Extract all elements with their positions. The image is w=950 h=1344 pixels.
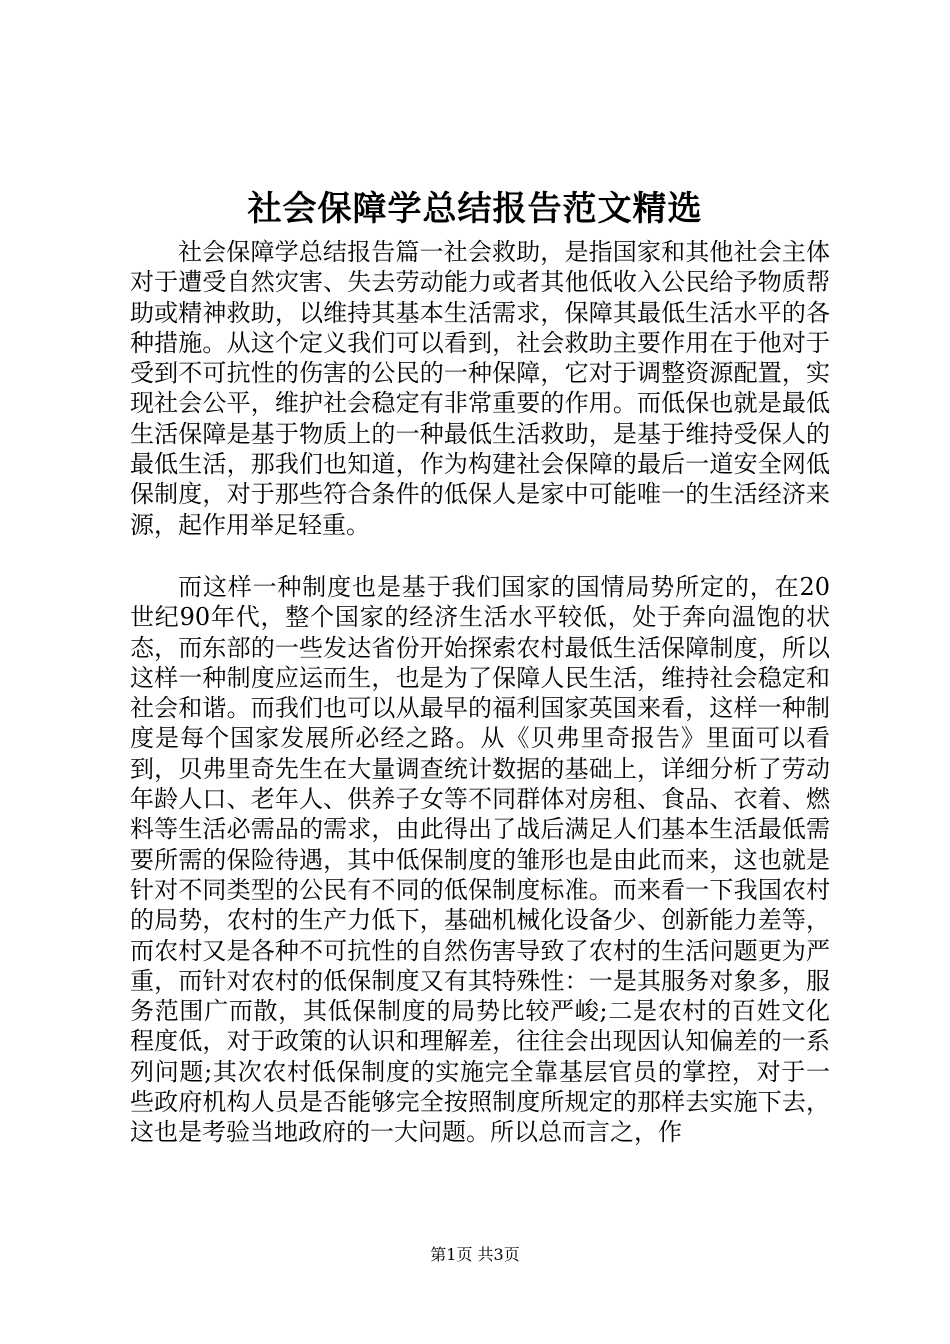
page-number-footer: 第1页 共3页 xyxy=(430,1245,520,1264)
document-title: 社会保障学总结报告范文精选 xyxy=(247,189,703,229)
body-paragraph-2: 而这样一种制度也是基于我们国家的国情局势所定的，在20世纪90年代，整个国家的经济生活水平较低，处于奔向温饱的状态，而东部的一些发达省份开始探索农村最低生活保障制度，所以这样一种制度应运而生，也是为了保障人民生活，维持社会稳定和社会和谐。而我们也可以从最早的福利国家英国来看，这样一种制度是每个国家发展所必经之路。从《贝弗里奇报告》里面可以看到，贝弗里奇先生在大量调查统计数据的基础上，详细分析了劳动年龄人口、老年人、供养子女等不同群体对房租、食品、衣着、燃料等生活必需品的需求，由此得出了战后满足人们基本生活最低需要所需的保险待遇，其中低保制度的雏形也是由此而来，这也就是针对不同类型的公民有不同的低保制度标准。而来看一下我国农村的局势，农村的生产力低下，基础机械化设备少、创新能力差等，而农村又是各种不可抗性的自然伤害导致了农村的生活问题更为严重，而针对农村的低保制度又有其特殊性：一是其服务对象多，服务范围广而散，其低保制度的局势比较严峻;二是农村的百姓文化程度低，对于政策的认识和理解差，往往会出现因认知偏差的一系列问题;其次农村低保制度的实施完全靠基层官员的掌控，对于一些政府机构人员是否能够完全按照制度所规定的那样去实施下去，这也是考验当地政府的一大问题。所以总而言之，作 xyxy=(130,573,830,1147)
body-paragraph-1: 社会保障学总结报告篇一社会救助，是指国家和其他社会主体对于遭受自然灾害、失去劳动能力或者其他低收入公民给予物质帮助或精神救助，以维持其基本生活需求，保障其最低生活水平的各种措施。从这个定义我们可以看到，社会救助主要作用在于他对于受到不可抗性的伤害的公民的一种保障，它对于调整资源配置，实现社会公平，维护社会稳定有非常重要的作用。而低保也就是最低生活保障是基于物质上的一种最低生活救助，是基于维持受保人的最低生活，那我们也知道，作为构建社会保障的最后一道安全网低保制度，对于那些符合条件的低保人是家中可能唯一的生活经济来源，起作用举足轻重。 xyxy=(130,238,830,539)
